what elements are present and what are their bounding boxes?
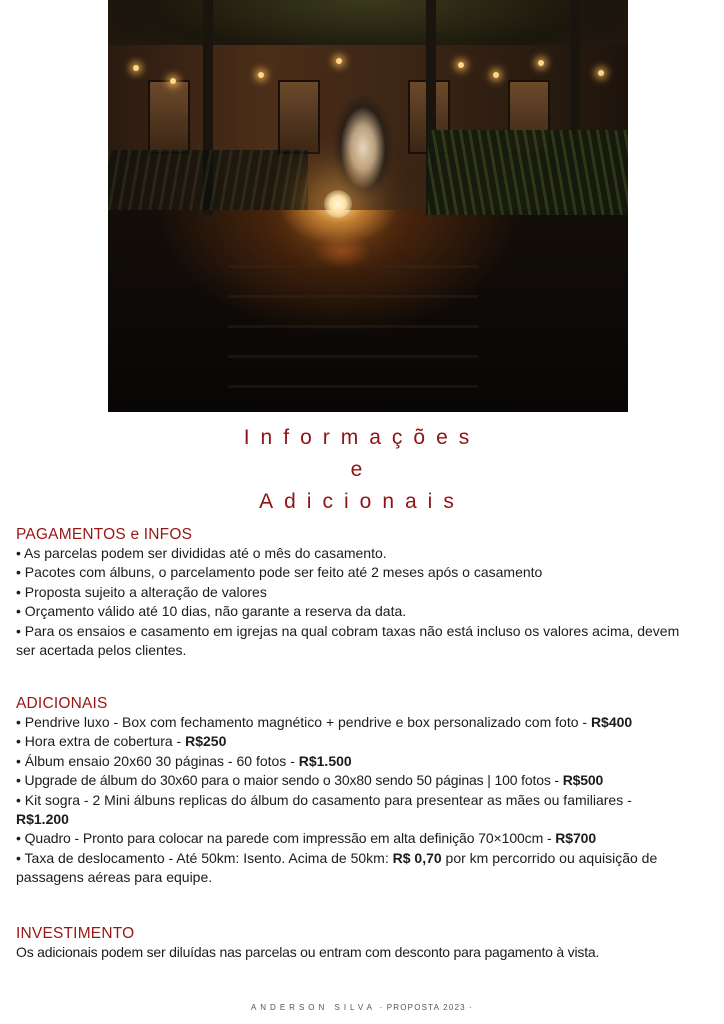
payments-item: • Proposta sujeito a alteração de valores (16, 583, 267, 600)
investment-text: Os adicionais podem ser diluídas nas parcelas ou entram com desconto para pagamento à vista. (16, 944, 600, 960)
string-light (133, 65, 139, 71)
payments-item: • Orçamento válido até 10 dias, não garante a reserva da data. (16, 603, 407, 620)
additional-item-price: R$400 (590, 714, 633, 730)
additional-item (16, 732, 716, 751)
payments-item: • Para os ensaios e casamento em igrejas na qual cobram taxas não está incluso os valores acima, devem ser acertada pelos clientes. (16, 622, 680, 659)
additional-item (16, 849, 706, 888)
additional-item-text: • Álbum ensaio 20x60 30 páginas - 60 fotos - (16, 752, 299, 769)
additional-item (16, 771, 716, 790)
additional-item (16, 713, 691, 732)
string-light (336, 58, 342, 64)
title-line-1: Informações (243, 426, 481, 449)
window (148, 80, 190, 154)
additional-item-text: • Quadro - Pronto para colocar na parede com impressão em alta definição 70×100cm - (16, 830, 556, 847)
string-light (170, 78, 176, 84)
footer-text: · PROPOSTA 2023 · (379, 1003, 474, 1012)
additional-item (16, 829, 716, 848)
couple-silhouette (333, 88, 393, 203)
additional-item-price: R$1.500 (298, 752, 352, 769)
string-light (493, 72, 499, 78)
additional-item-price: R$ 0,70 (392, 849, 442, 866)
light-flare (324, 190, 352, 218)
window (278, 80, 320, 154)
payments-item: • Pacotes com álbuns, o parcelamento pode ser feito até 2 meses após o casamento (16, 564, 543, 581)
garden-plants (428, 130, 628, 215)
additional-item-price: R$1.200 (16, 811, 69, 828)
page-footer (0, 1003, 724, 1012)
additional-item-text: • Kit sogra - 2 Mini álbuns replicas do álbum do casamento para presentear as mães ou familiares - (16, 791, 632, 808)
light-flare-ring (313, 235, 371, 269)
hero-photo (108, 0, 628, 412)
additionals-heading: ADICIONAIS (16, 695, 108, 712)
footer-brand: ANDERSON SILVA (250, 1003, 376, 1012)
additional-item (16, 791, 656, 830)
additional-item-text: • Upgrade de álbum do 30x60 para o maior sendo o 30x80 sendo 50 páginas | 100 fotos - (16, 772, 563, 789)
additional-item-text: • Pendrive luxo - Box com fechamento magnético + pendrive e box personalizado com foto - (16, 714, 591, 730)
additional-item-text: • Hora extra de cobertura - (16, 733, 186, 750)
additionals-section (16, 694, 716, 888)
payments-heading: PAGAMENTOS e INFOS (16, 526, 193, 543)
string-light (598, 70, 604, 76)
investment-section (16, 924, 716, 962)
additional-item-text: • Taxa de deslocamento - Até 50km: Isento. Acima de 50km: (16, 849, 393, 866)
payments-item: • As parcelas podem ser divididas até o mês do casamento. (16, 545, 387, 561)
payments-section (16, 525, 716, 660)
string-light (538, 60, 544, 66)
stone-steps (228, 265, 478, 405)
string-light (458, 62, 464, 68)
additional-item (16, 752, 716, 771)
additional-item-price: R$250 (185, 733, 227, 750)
additional-item-price: R$500 (562, 772, 604, 789)
investment-heading: INVESTIMENTO (16, 925, 135, 942)
garden-plants (108, 150, 308, 210)
page-title (0, 422, 724, 518)
string-light (258, 72, 264, 78)
additional-item-suffix: por km percorrido ou aquisição de passagens aéreas para equipe. (16, 849, 658, 886)
title-line-3: Adicionais (259, 490, 465, 513)
additional-item-price: R$700 (555, 830, 597, 847)
title-line-2: e (350, 458, 374, 481)
